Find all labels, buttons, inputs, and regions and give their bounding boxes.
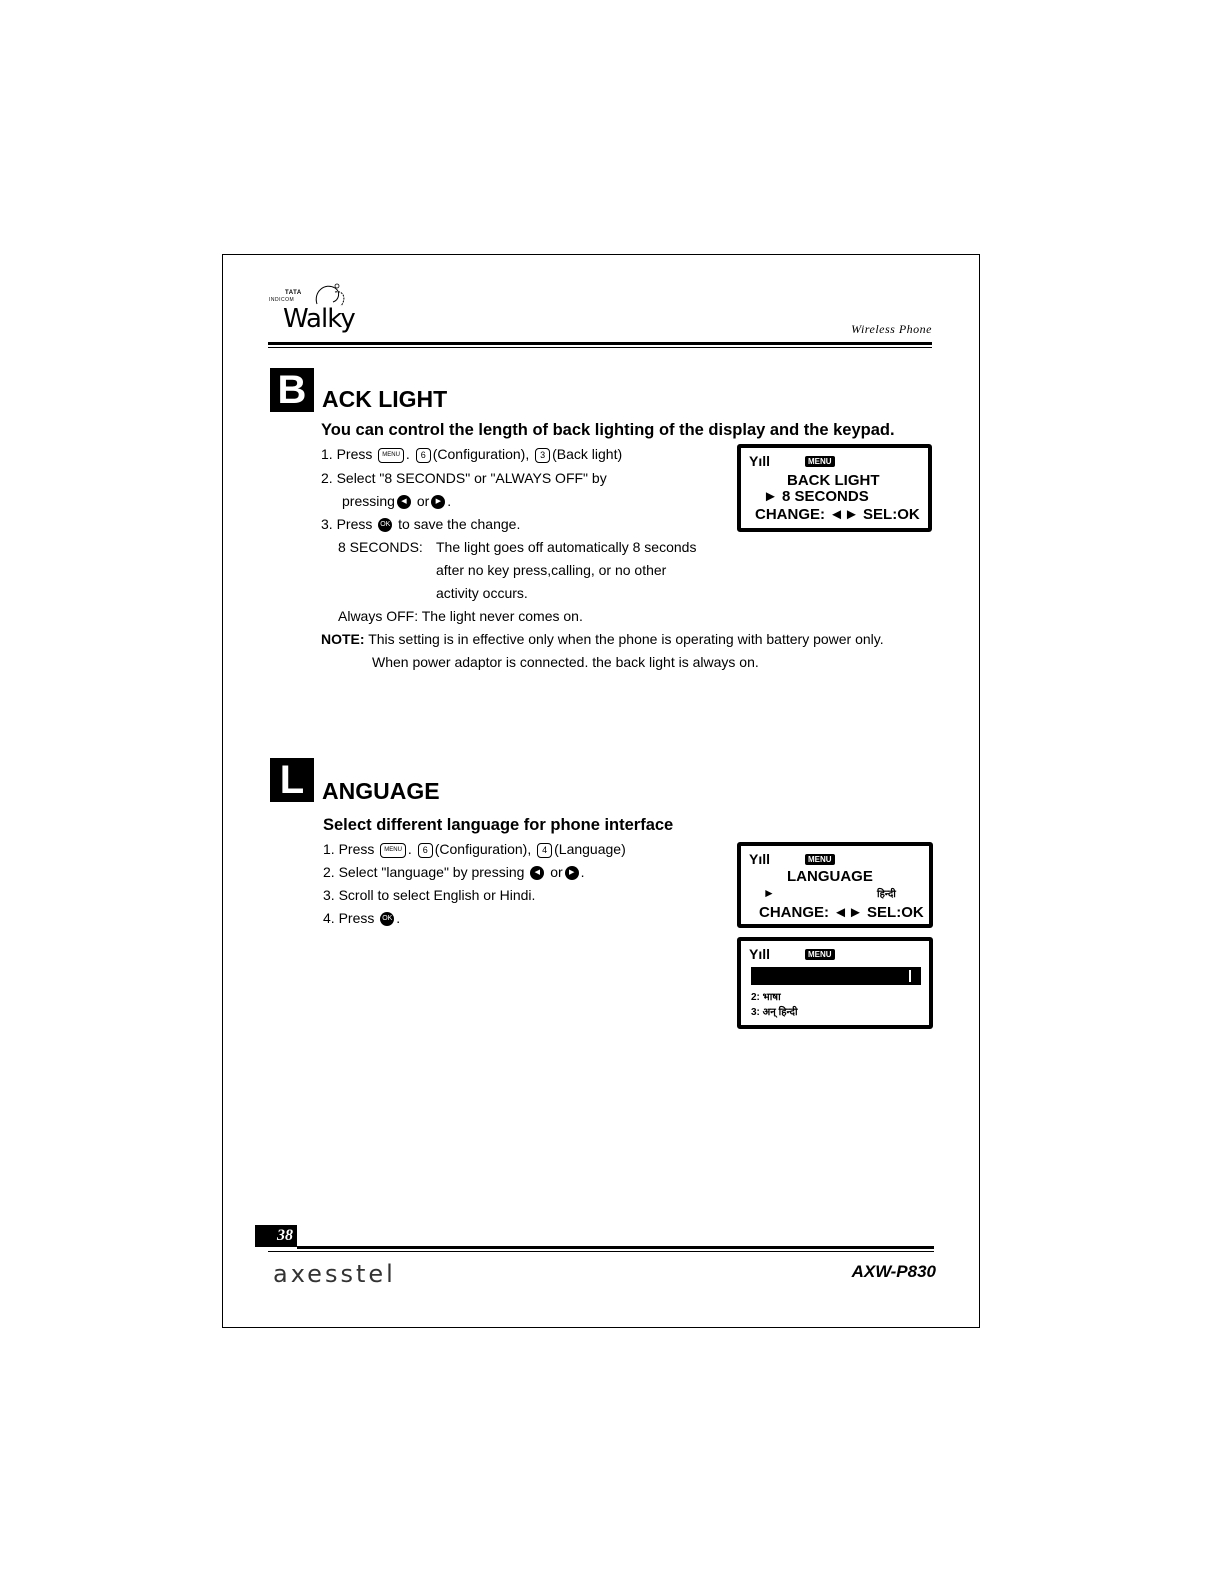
key-3-icon: 3 [535, 448, 550, 463]
model-number: AXW-P830 [851, 1262, 936, 1281]
header-rule-thick [268, 342, 932, 345]
or-text: or [416, 493, 430, 509]
left-arrow-key-icon: ◀ [397, 495, 411, 509]
language-label: (Language) [554, 841, 626, 857]
language-list-lcd-screen [737, 937, 933, 1029]
desc-8-seconds-line-1: The light goes off automatically 8 seconds [436, 539, 697, 555]
or-text: or [550, 864, 563, 880]
header-title: Wireless Phone [851, 322, 932, 336]
key-4-icon: 4 [537, 843, 552, 858]
footer-rule-thin [268, 1251, 934, 1252]
lcd-list-item-2: 2: भाषा [751, 992, 781, 1003]
right-arrow-key-icon: ▶ [565, 866, 579, 880]
footer-rule-thick [297, 1246, 934, 1249]
config-label: (Configuration), [434, 841, 532, 857]
lcd-line-1: BACK LIGHT [787, 472, 880, 489]
desc-8-seconds-line-3: activity occurs. [436, 585, 528, 601]
lcd-line-2: ► 8 SECONDS [763, 488, 869, 505]
backlight-step-2a: 2. Select "8 SECONDS" or "ALWAYS OFF" by [321, 470, 607, 486]
desc-always-off: Always OFF: The light never comes on. [338, 608, 583, 624]
language-step-1: 1. Press MENU . 6 (Configuration), 4 (Language) [323, 841, 626, 857]
note-text: This setting is in effective only when the phone is operating with battery power only. [368, 631, 884, 647]
note-label: NOTE: [321, 631, 365, 647]
step-text: 1. Press [321, 446, 373, 462]
language-step-4: 4. Press OK . [323, 910, 401, 926]
language-lcd-screen [737, 842, 933, 928]
backlight-step-3 [321, 516, 520, 532]
lcd-line-3: CHANGE: ◄► SEL:OK [755, 506, 920, 523]
step-text: 3. Press [321, 516, 373, 532]
ok-key-icon: OK [378, 518, 392, 532]
step-text: 2. Select "language" by pressing [323, 864, 525, 880]
signal-icon: Υıll [749, 851, 771, 867]
backlight-subheading: You can control the length of back lighting of the display and the keypad. [321, 421, 895, 439]
right-arrow-key-icon: ▶ [431, 495, 445, 509]
desc-8-seconds-line-2: after no key press,calling, or no other [436, 562, 667, 578]
ok-key-icon: OK [380, 912, 394, 926]
logo-tata-text: TATA [285, 290, 302, 296]
menu-key-icon: MENU [378, 448, 404, 463]
menu-key-icon: MENU [380, 843, 406, 858]
lcd-hindi-option: हिन्दी [877, 889, 896, 900]
lcd-line-3: CHANGE: ◄► SEL:OK [759, 904, 924, 921]
axesstel-logo: axesstel [273, 1260, 396, 1288]
lcd-arrow: ► [763, 886, 775, 900]
language-step-2: 2. Select "language" by pressing ◀ or ▶ . [323, 864, 585, 880]
left-arrow-key-icon: ◀ [530, 866, 544, 880]
backlight-initial: B [270, 368, 314, 412]
language-subheading: Select different language for phone interface [323, 816, 674, 834]
backlight-heading: ACK LIGHT [322, 386, 448, 412]
backlight-step-2b: pressing ◀ or ▶ . [342, 493, 452, 509]
step-text: pressing [342, 493, 395, 509]
lcd-scrollbar [909, 970, 911, 982]
lcd-list-item-3: 3: अन् हिन्दी [751, 1007, 798, 1018]
backlight-lcd-screen [737, 444, 932, 532]
signal-icon: Υıll [749, 946, 771, 962]
step-text: 4. Press [323, 910, 375, 926]
page-number-tab: 38 [255, 1225, 297, 1247]
logo-walky-text: Walky [283, 304, 355, 334]
lcd-menu-badge: MENU [805, 854, 835, 865]
note-line-2: When power adaptor is connected. the back light is always on. [372, 654, 759, 670]
header-rule-thin [268, 347, 932, 348]
step-text: 1. Press [323, 841, 375, 857]
lcd-selected-item-bar [751, 967, 921, 985]
signal-icon: Υıll [749, 453, 771, 469]
key-6-icon: 6 [418, 843, 433, 858]
lcd-menu-badge: MENU [805, 456, 835, 467]
backlight-label: (Back light) [552, 446, 623, 462]
language-heading: ANGUAGE [322, 778, 440, 804]
desc-8-seconds-term: 8 SECONDS: [338, 539, 423, 555]
lcd-menu-badge: MENU [805, 949, 835, 960]
language-initial: L [270, 758, 314, 802]
step-text-suffix: to save the change. [398, 516, 521, 532]
note-line-1 [321, 631, 884, 647]
logo-indicom-text: INDICOM [269, 297, 295, 303]
key-6-icon: 6 [416, 448, 431, 463]
lcd-line-1: LANGUAGE [787, 868, 873, 885]
language-step-3: 3. Scroll to select English or Hindi. [323, 887, 536, 903]
config-label: (Configuration), [432, 446, 530, 462]
backlight-step-1: 1. Press MENU . 6 (Configuration), 3 (Back light) [321, 446, 623, 462]
walky-logo [265, 278, 365, 342]
